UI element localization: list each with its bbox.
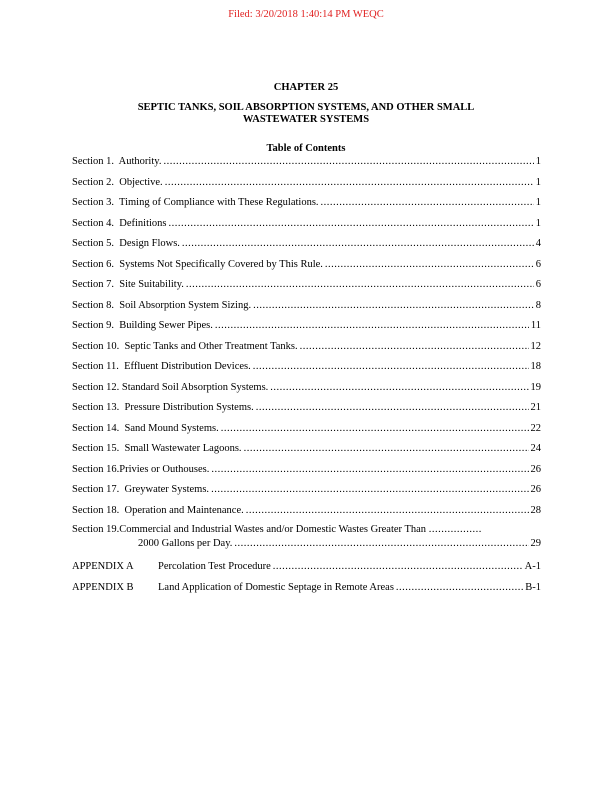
toc-entry (72, 155, 541, 176)
toc-entry (72, 381, 541, 402)
appendix-title: Percolation Test Procedure (158, 561, 271, 572)
toc-entry (72, 483, 541, 504)
toc-entry-page: 24 (530, 443, 541, 454)
toc-entry-page: 29 (530, 538, 541, 549)
toc-entry-title: Section 13. Pressure Distribution Systems. (72, 402, 254, 413)
dot-leader (234, 538, 528, 550)
toc-entry-title: Section 11. Effluent Distribution Devices. (72, 361, 251, 372)
toc-entry-title: Section 16.Privies or Outhouses. (72, 463, 210, 475)
toc-entry-page: 22 (530, 422, 541, 434)
toc-entry (72, 401, 541, 422)
toc-entry (72, 422, 541, 443)
toc-entry-title: Section 8. Soil Absorption System Sizing. (72, 299, 252, 311)
toc-entry-page: 11 (530, 320, 541, 331)
dot-leader (221, 423, 529, 435)
toc-entry (72, 463, 541, 484)
toc-entry-title: Section 14. Sand Mound Systems. (72, 422, 219, 434)
dot-leader (256, 402, 529, 414)
toc-entry-title: Section 18. Operation and Maintenance. (72, 504, 244, 516)
appendix-label: APPENDIX A (72, 561, 134, 572)
toc-entry (72, 299, 541, 320)
toc-entry-title: Section 15. Small Wastewater Lagoons. (72, 443, 242, 454)
dot-leader (244, 443, 529, 455)
toc-appendix-entry (72, 581, 541, 602)
toc-entry-page: 18 (530, 361, 541, 372)
dot-leader (270, 382, 528, 394)
toc-entry-page: 28 (530, 504, 541, 516)
toc-entry-title: Section 17. Greywater Systems. (72, 484, 210, 495)
dot-leader (211, 464, 528, 476)
toc-entry-line2 (72, 538, 541, 550)
toc-entry-page: 12 (530, 340, 541, 352)
toc-entry-page: 1 (535, 156, 541, 167)
dot-leader (182, 238, 534, 250)
toc-entry-title-part1: Section 19.Commercial and Industrial Wastes and/or Domestic Wastes Greater Than (72, 524, 427, 535)
appendix-label: APPENDIX B (72, 581, 134, 593)
toc-entry-title: Section 1. Authority. (72, 156, 162, 167)
toc-entry (72, 176, 541, 197)
appendix-title: Land Application of Domestic Septage in Remote Areas (158, 581, 394, 593)
toc-appendix-entry (72, 560, 541, 581)
dot-leader (253, 300, 534, 312)
toc-entry (72, 196, 541, 217)
toc-entry-title: Section 12. Standard Soil Absorption Systems. (72, 381, 269, 393)
toc-entry-title-part2: 2000 Gallons per Day. (138, 538, 233, 549)
table-of-contents (72, 155, 541, 601)
toc-entry (72, 360, 541, 381)
toc-entry (72, 319, 541, 340)
toc-entry-title: Section 7. Site Suitability. (72, 279, 184, 290)
toc-entry-title: Section 10. Septic Tanks and Other Treatment Tanks. (72, 340, 298, 352)
dot-leader (253, 361, 529, 373)
toc-entry-page: 19 (530, 381, 541, 393)
toc-entry (72, 217, 541, 238)
toc-entry-page: 6 (535, 258, 541, 270)
filed-stamp: Filed: 3/20/2018 1:40:14 PM WEQC (228, 9, 384, 20)
toc-entry (72, 442, 541, 463)
dot-leader (273, 561, 523, 573)
toc-entry-section-19 (72, 524, 541, 560)
dot-leader (169, 218, 534, 230)
toc-entry-title-line1 (72, 524, 541, 536)
dot-leader (211, 484, 528, 496)
dot-leader (325, 259, 534, 271)
dot-leader (321, 197, 534, 209)
toc-entry (72, 504, 541, 525)
toc-entry (72, 237, 541, 258)
dot-leader (215, 320, 529, 332)
toc-entry (72, 278, 541, 299)
dot-leader (186, 279, 534, 291)
toc-entry-title: Section 6. Systems Not Specifically Covered by This Rule. (72, 258, 323, 270)
dot-leader (246, 505, 529, 517)
toc-entry-page: 1 (535, 197, 541, 208)
dot-leader (396, 582, 523, 594)
toc-entry (72, 340, 541, 361)
dot-leader: ................. (428, 524, 482, 535)
toc-entry-title: Section 3. Timing of Compliance with These Regulations. (72, 197, 319, 208)
toc-entry-page: 26 (530, 484, 541, 495)
dot-leader (165, 177, 534, 189)
toc-entry-page: 8 (535, 299, 541, 311)
toc-entry-page: 4 (535, 238, 541, 249)
toc-entry-title: Section 5. Design Flows. (72, 238, 180, 249)
toc-entry-page: 1 (535, 176, 541, 188)
toc-entry (72, 258, 541, 279)
toc-entry-page: 26 (530, 463, 541, 475)
chapter-title: CHAPTER 25 (273, 82, 339, 93)
toc-entry-page: 21 (530, 402, 541, 413)
toc-entry-title: Section 2. Objective. (72, 176, 163, 188)
dot-leader (300, 341, 529, 353)
toc-entry-page: 1 (535, 217, 541, 229)
toc-entry-page: 6 (535, 279, 541, 290)
dot-leader (163, 156, 533, 168)
appendix-page: A-1 (524, 561, 541, 572)
toc-heading: Table of Contents (266, 143, 346, 154)
appendix-page: B-1 (525, 581, 541, 593)
chapter-subject: SEPTIC TANKS, SOIL ABSORPTION SYSTEMS, AND OTHER SMALL WASTEWATER SYSTEMS (137, 102, 475, 125)
toc-entry-title: Section 9. Building Sewer Pipes. (72, 320, 213, 331)
toc-entry-title: Section 4. Definitions (72, 217, 167, 229)
